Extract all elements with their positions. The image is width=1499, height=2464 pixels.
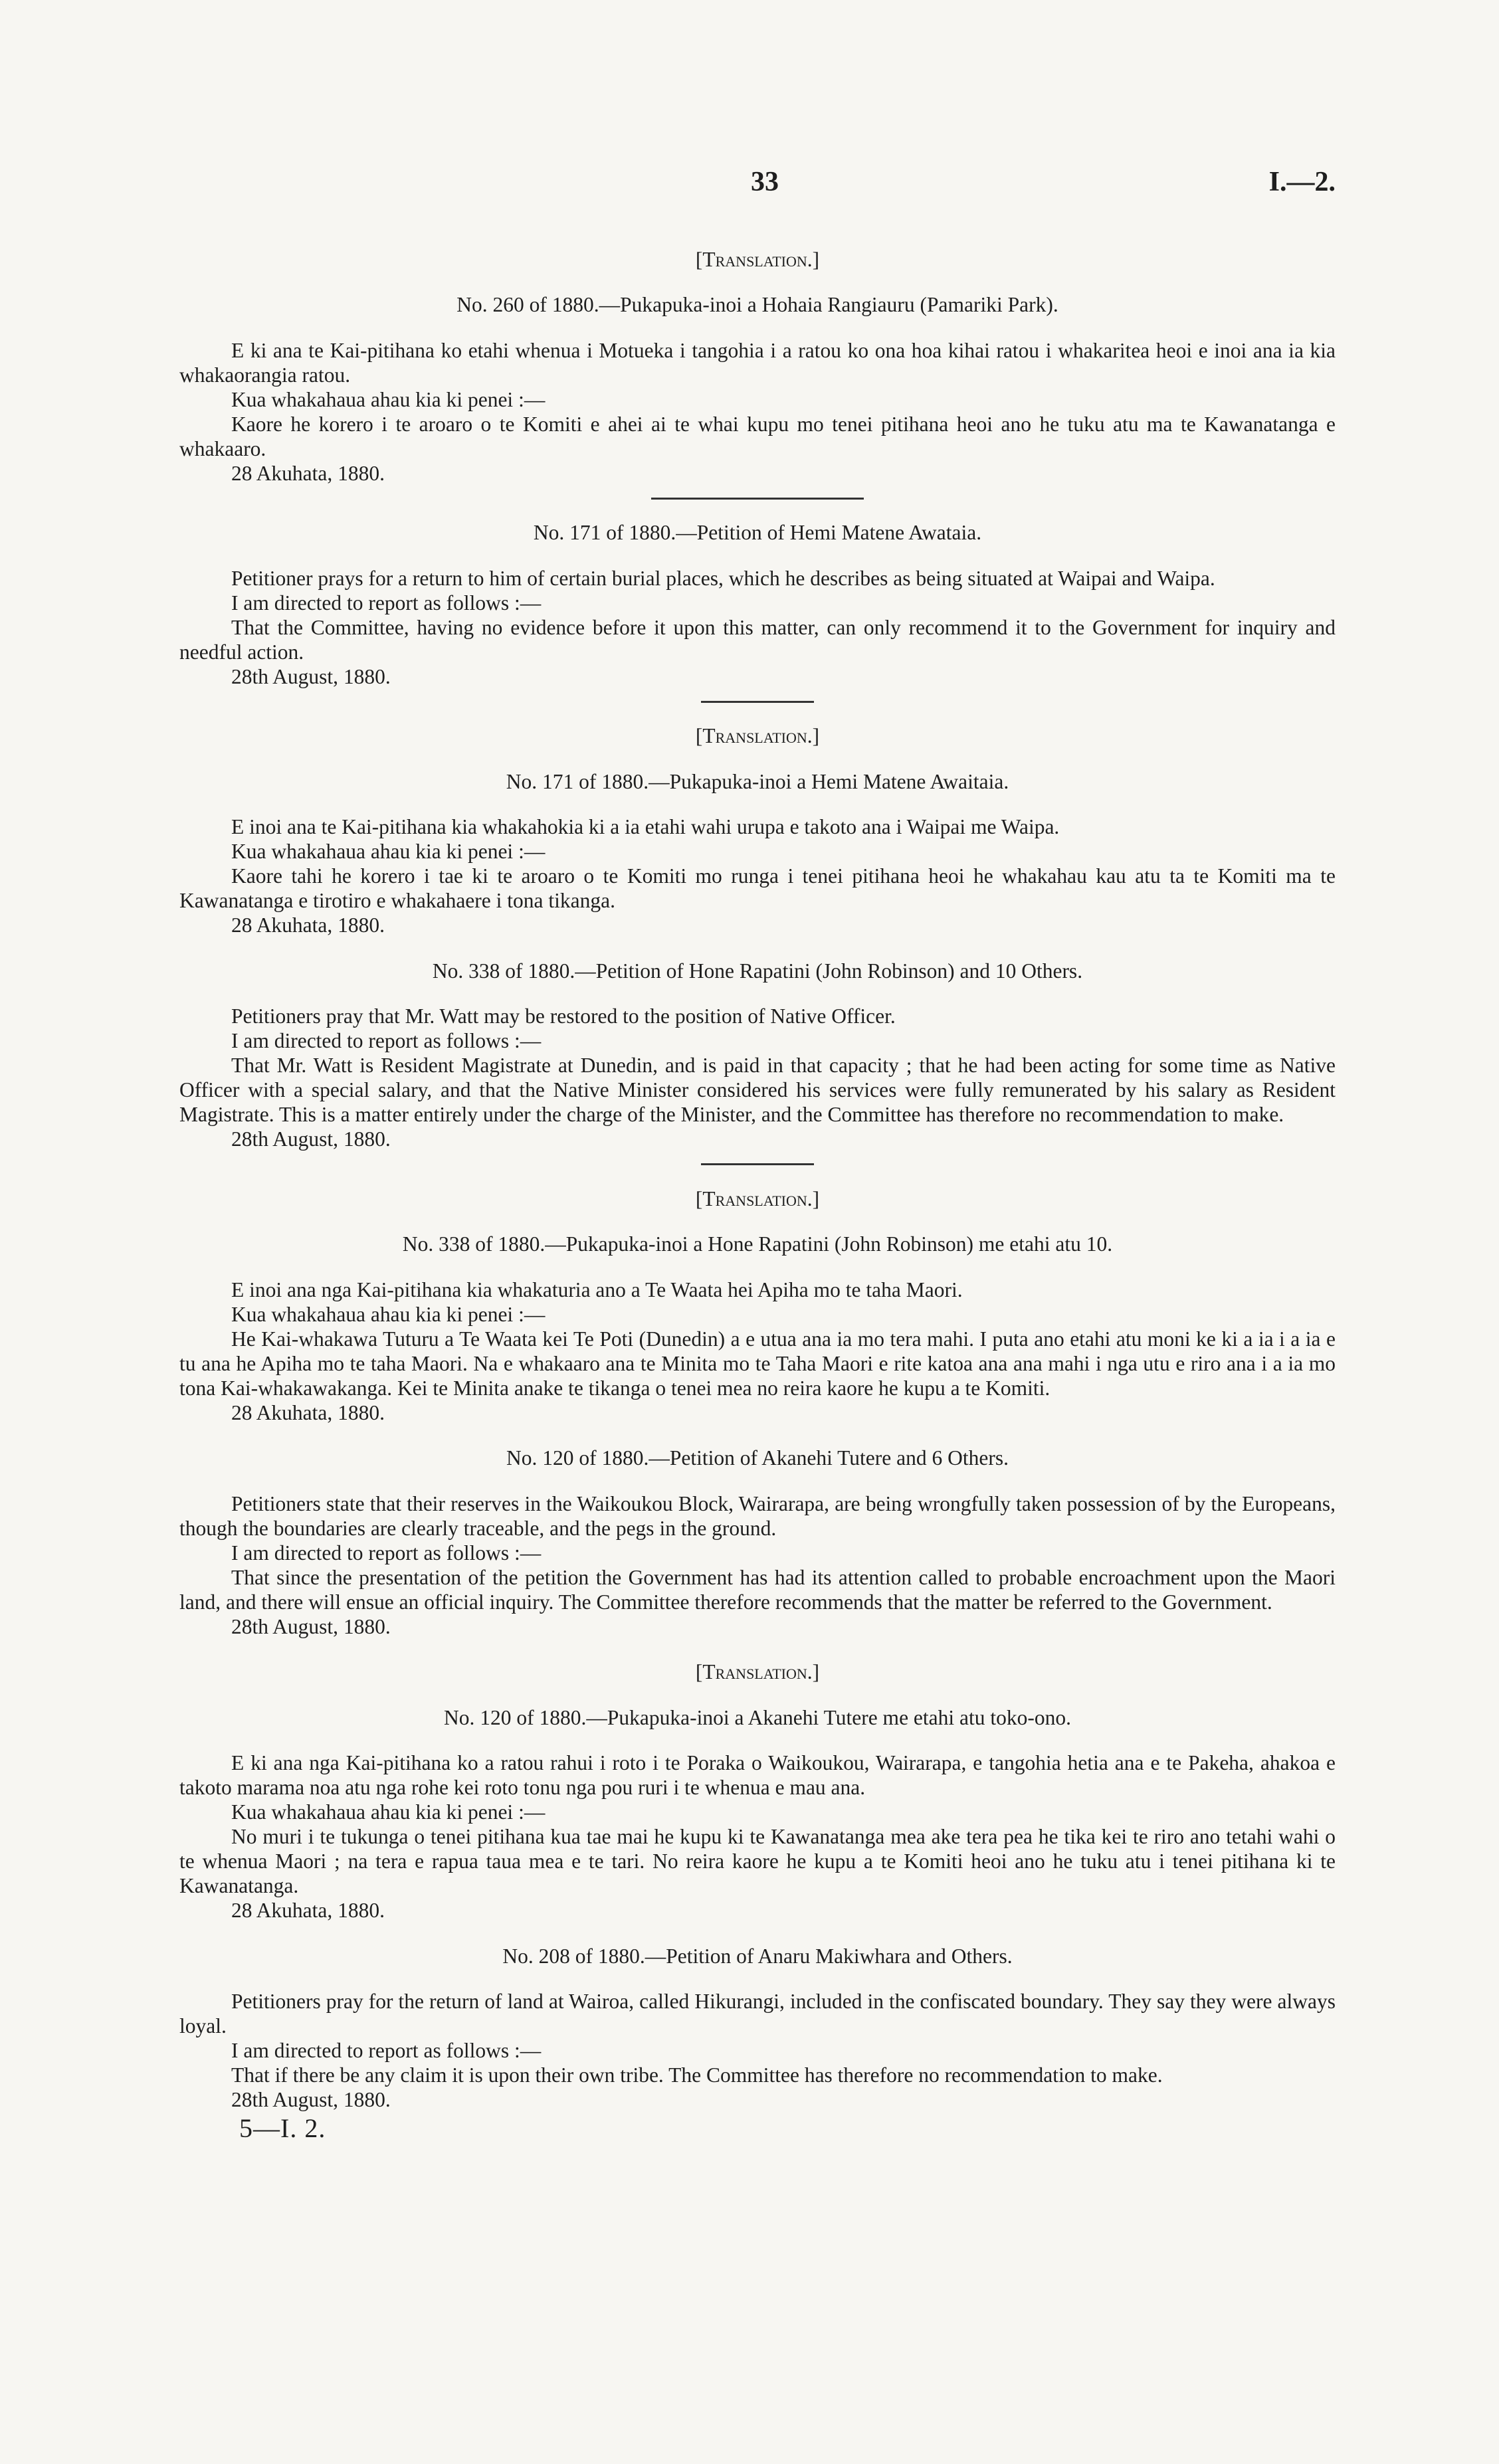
report-text: That since the presentation of the petition the Government has had its attention called to probable encroachment upon the Maori land, and there will ensue an official inquiry. The Committee therefore recommends that the matter be referred to the Government. bbox=[179, 1565, 1336, 1614]
report-text: He Kai-whakawa Tuturu a Te Waata kei Te Poti (Dunedin) a e utua ana ia mo tera mahi. I puta ano etahi atu moni ke ki a ia i a ia e tu ana he Apiha mo te taha Maori. Na e whakaaro ana te Minita mo te Taha Maori e rite katoa ana ana mahi i nga utu e riro ana i a ia mo tona Kai-whakawakanga. Kei te Minita anake te tikanga o tenei mea no reira kaore he kupu a te Komiti. bbox=[179, 1327, 1336, 1400]
directed-line: Kua whakahaua ahau kia ki penei :— bbox=[231, 387, 546, 411]
divider bbox=[651, 498, 864, 500]
section-title: No. 338 of 1880.—Pukapuka-inoi a Hone Rapatini (John Robinson) me etahi atu 10. bbox=[402, 1232, 1113, 1256]
section-date: 28th August, 1880. bbox=[231, 2088, 391, 2111]
page-header bbox=[179, 166, 1336, 206]
translation-label: [Translation.] bbox=[695, 1186, 820, 1210]
section-date: 28 Akuhata, 1880. bbox=[231, 913, 385, 937]
section-body: E ki ana nga Kai-pitihana ko a ratou rahui i roto i te Poraka o Waikoukou, Wairarapa, e tangohia hetia ana e te Pakeha, ahakoa e takoto marama noa atu nga rohe kei roto tonu nga pou ruri i te whenua e mau ana. bbox=[179, 1751, 1336, 1799]
section-body: E inoi ana nga Kai-pitihana kia whakaturia ano a Te Waata hei Apiha mo te taha Maori. bbox=[231, 1278, 963, 1301]
report-text: No muri i te tukunga o tenei pitihana kua tae mai he kupu ki te Kawanatanga mea ake tera pea he tika kei te riro ano tetahi wahi o te whenua Maori ; na tera e rapua taua mea e te tari. No reira kaore he kupu a te Komiti heoi ano he tuku atu i tenei pitihana ki te Kawanatanga. bbox=[179, 1825, 1336, 1897]
section-208 bbox=[179, 1944, 1336, 2113]
section-date: 28 Akuhata, 1880. bbox=[231, 1400, 385, 1424]
section-body: E ki ana te Kai-pitihana ko etahi whenua i Motueka i tangohia i a ratou ko ona hoa kihai ratou i whakaritea heoi e inoi ana ia kia whakaorangia ratou. bbox=[179, 338, 1336, 387]
section-title: No. 171 of 1880.—Pukapuka-inoi a Hemi Matene Awaitaia. bbox=[506, 769, 1009, 793]
directed-line: I am directed to report as follows :— bbox=[231, 1029, 542, 1052]
directed-line: I am directed to report as follows :— bbox=[231, 2039, 542, 2062]
section-body: E inoi ana te Kai-pitihana kia whakahokia ki a ia etahi wahi urupa e takoto ana i Waipai me Waipa. bbox=[231, 815, 1060, 838]
directed-line: I am directed to report as follows :— bbox=[231, 1541, 542, 1564]
signature-mark: 5—I. 2. bbox=[239, 2113, 326, 2143]
section-171-translation bbox=[179, 723, 1336, 937]
report-text: Kaore tahi he korero i tae ki te aroaro o te Komiti mo runga i tenei pitihana heoi he whakahau kau atu ta te Komiti ma te Kawanatanga e tirotiro e whakahaere i tona tikanga. bbox=[179, 864, 1336, 912]
section-338-translation bbox=[179, 1186, 1336, 1425]
report-text: That the Committee, having no evidence before it upon this matter, can only recommend it to the Government for inquiry and needful action. bbox=[179, 615, 1336, 664]
divider bbox=[701, 701, 814, 703]
section-date: 28th August, 1880. bbox=[231, 1127, 391, 1151]
directed-line: Kua whakahaua ahau kia ki penei :— bbox=[231, 840, 546, 863]
section-title: No. 120 of 1880.—Pukapuka-inoi a Akanehi Tutere me etahi atu toko-ono. bbox=[444, 1705, 1071, 1729]
section-title: No. 120 of 1880.—Petition of Akanehi Tutere and 6 Others. bbox=[506, 1446, 1009, 1469]
section-date: 28th August, 1880. bbox=[231, 1614, 391, 1638]
section-171 bbox=[179, 520, 1336, 689]
divider bbox=[701, 1163, 814, 1165]
section-title: No. 338 of 1880.—Petition of Hone Rapatini (John Robinson) and 10 Others. bbox=[432, 959, 1083, 983]
section-date: 28 Akuhata, 1880. bbox=[231, 461, 385, 485]
section-body: Petitioner prays for a return to him of certain burial places, which he describes as being situated at Waipai and Waipa. bbox=[231, 566, 1215, 590]
section-338 bbox=[179, 959, 1336, 1152]
translation-label: [Translation.] bbox=[695, 1660, 820, 1683]
section-body: Petitioners state that their reserves in the Waikoukou Block, Wairarapa, are being wrongfully taken possession of by the Europeans, though the boundaries are clearly traceable, and the pegs in the ground. bbox=[179, 1491, 1336, 1540]
directed-line: I am directed to report as follows :— bbox=[231, 591, 542, 615]
translation-label: [Translation.] bbox=[695, 247, 820, 271]
directed-line: Kua whakahaua ahau kia ki penei :— bbox=[231, 1800, 546, 1824]
section-title: No. 171 of 1880.—Petition of Hemi Matene Awataia. bbox=[533, 521, 982, 544]
report-text: That if there be any claim it is upon their own tribe. The Committee has therefore no recommendation to make. bbox=[231, 2063, 1163, 2087]
document-page bbox=[179, 0, 1336, 2464]
section-120 bbox=[179, 1446, 1336, 1639]
page-content bbox=[179, 226, 1336, 2143]
section-120-translation bbox=[179, 1659, 1336, 1923]
directed-line: Kua whakahaua ahau kia ki penei :— bbox=[231, 1302, 546, 1326]
section-260-translation bbox=[179, 247, 1336, 486]
section-title: No. 260 of 1880.—Pukapuka-inoi a Hohaia Rangiauru (Pamariki Park). bbox=[456, 293, 1058, 316]
section-date: 28 Akuhata, 1880. bbox=[231, 1899, 385, 1922]
section-date: 28th August, 1880. bbox=[231, 664, 391, 688]
section-title: No. 208 of 1880.—Petition of Anaru Makiwhara and Others. bbox=[502, 1944, 1013, 1968]
report-text: Kaore he korero i te aroaro o te Komiti e ahei ai te whai kupu mo tenei pitihana heoi ano he tuku atu ma te Kawanatanga e whakaaro. bbox=[179, 412, 1336, 460]
translation-label: [Translation.] bbox=[695, 724, 820, 747]
report-text: That Mr. Watt is Resident Magistrate at Dunedin, and is paid in that capacity ; that he had been acting for some time as Native Officer with a special salary, and that the Native Minister considered his services were fully remunerated by his salary as Resident Magistrate. This is a matter entirely under the charge of the Minister, and the Committee has therefore no recommendation to make. bbox=[179, 1054, 1336, 1126]
section-body: Petitioners pray that Mr. Watt may be restored to the position of Native Officer. bbox=[231, 1004, 896, 1028]
paper-series: I.—2. bbox=[1268, 167, 1336, 197]
page-number: 33 bbox=[751, 167, 779, 197]
section-body: Petitioners pray for the return of land at Wairoa, called Hikurangi, included in the confiscated boundary. They say they were always loyal. bbox=[179, 1990, 1336, 2038]
